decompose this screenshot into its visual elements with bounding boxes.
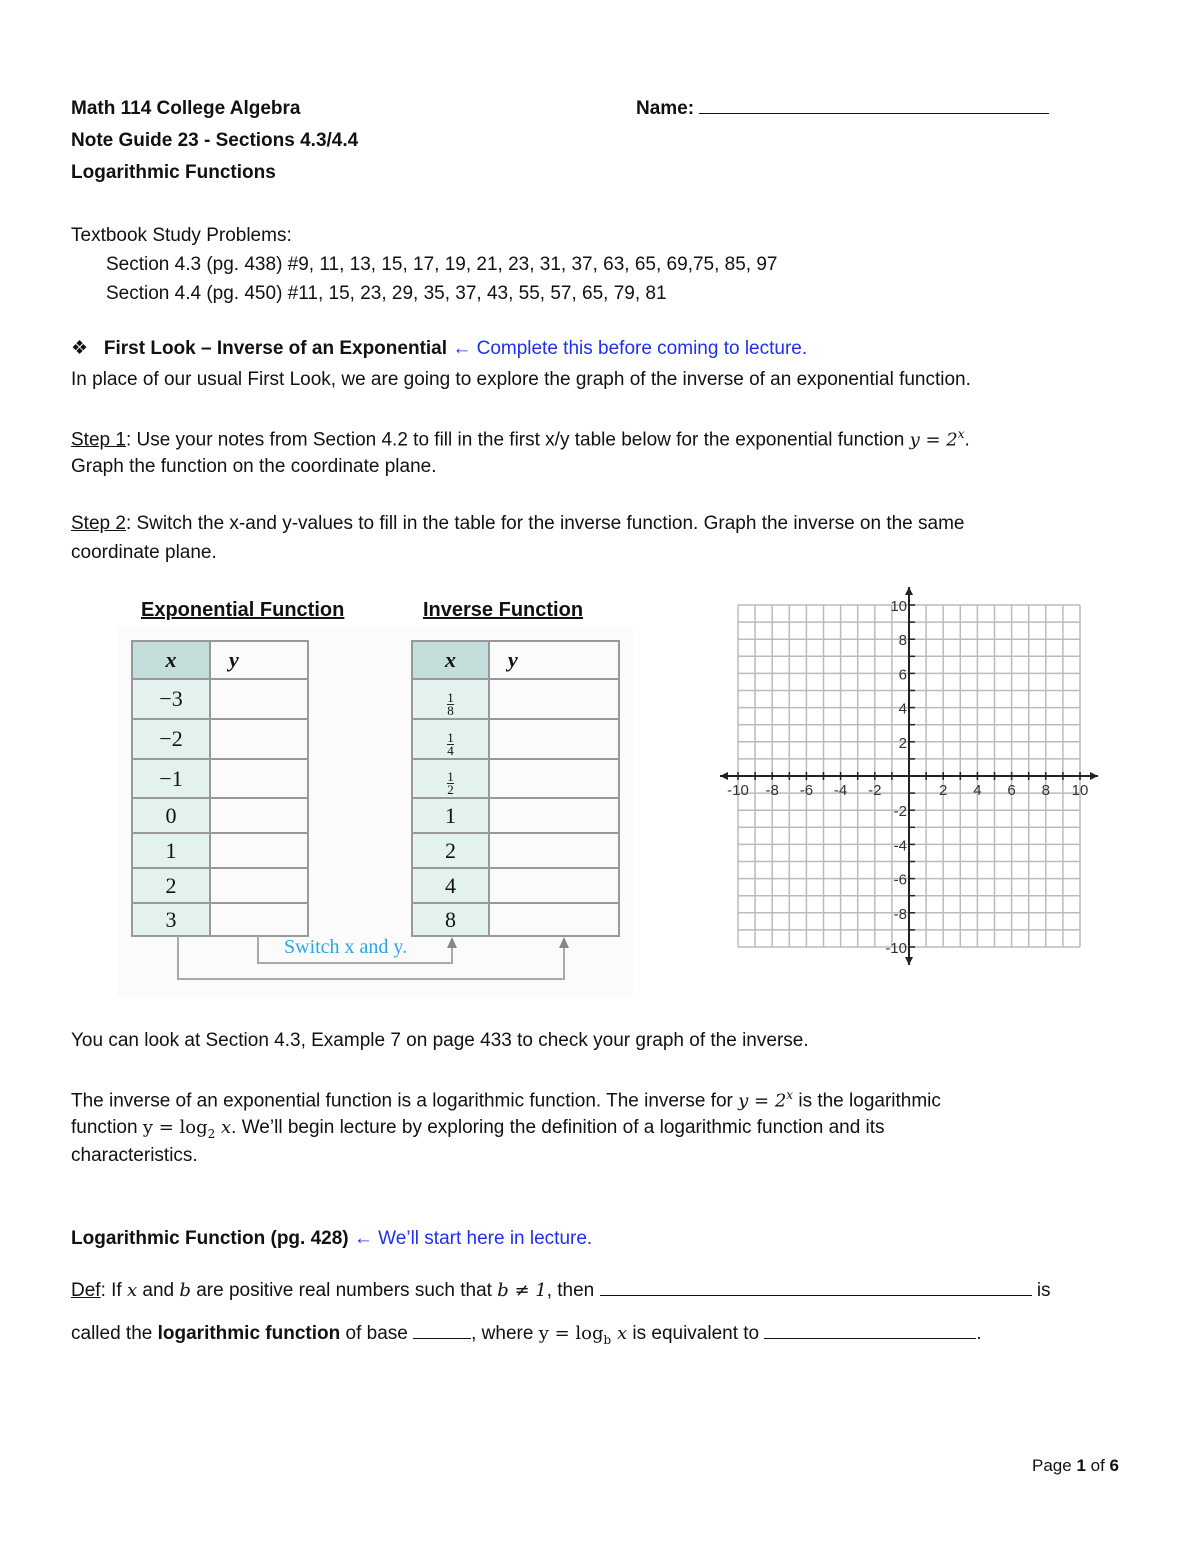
definition-blank[interactable]	[600, 1294, 1032, 1296]
coordinate-plane[interactable]	[710, 580, 1110, 970]
y-tick-label: 6	[898, 666, 907, 684]
study-line: Section 4.4 (pg. 450) #11, 15, 23, 29, 35, 37, 43, 55, 57, 65, 79, 81	[106, 283, 667, 304]
course-title: Math 114 College Algebra	[71, 98, 301, 119]
x-cell: 2	[132, 868, 210, 903]
equivalent-blank[interactable]	[764, 1337, 976, 1339]
definition-line1: Def: If x and b are positive real numbers such that b ≠ 1, then is	[71, 1280, 1051, 1301]
x-tick-label: 10	[1071, 782, 1089, 799]
x-tick-label: 2	[939, 782, 948, 799]
y-tick-label: -2	[893, 803, 907, 821]
study-label: Textbook Study Problems:	[71, 225, 292, 246]
definition-line2: called the logarithmic function of base , where $y = \log_b x$ is equivalent to .	[71, 1323, 982, 1347]
log-function-heading: Logarithmic Function (pg. 428) ← We’ll start here in lecture.	[71, 1228, 593, 1249]
first-look-intro: In place of our usual First Look, we are going to explore the graph of the inverse of an exponential function.	[71, 369, 971, 390]
x-tick-label: -4	[833, 782, 848, 799]
y-tick-label: 10	[890, 598, 907, 615]
inverse-paragraph-line: function $y = \log_2 x$. We’ll begin lecture by exploring the definition of a logarithmic function and its	[71, 1117, 885, 1141]
inverse-paragraph-line: The inverse of an exponential function is a logarithmic function. The inverse for $y = 2^x$ is the logarithmic	[71, 1088, 941, 1112]
step2: Step 2: Switch the x-and y-values to fill in the table for the inverse function. Graph the inverse on the same	[71, 513, 965, 534]
check-note: You can look at Section 4.3, Example 7 on page 433 to check your graph of the inverse.	[71, 1030, 809, 1051]
switch-label: Switch x and y.	[284, 936, 408, 958]
x-cell: 3	[132, 903, 210, 936]
x-cell: 0	[132, 798, 210, 833]
x-tick-label: -10	[727, 782, 749, 799]
guide-title: Note Guide 23 - Sections 4.3/4.4	[71, 130, 359, 151]
x-header: x	[132, 641, 210, 679]
x-tick-label: 6	[1007, 782, 1016, 799]
inverse-paragraph-line: characteristics.	[71, 1145, 198, 1166]
exp-table-title: Exponential Function	[141, 599, 345, 621]
step1-line2: Graph the function on the coordinate plane.	[71, 456, 437, 477]
x-cell: −1	[132, 759, 210, 798]
y-tick-label: 2	[898, 734, 907, 752]
y-tick-label: -10	[885, 940, 907, 957]
y-tick-label: 4	[898, 700, 907, 718]
x-cell: −3	[132, 679, 210, 719]
x-cell: $\frac{1}{4}$	[412, 719, 489, 759]
x-cell: $\frac{1}{2}$	[412, 759, 489, 798]
x-cell: −2	[132, 719, 210, 759]
x-cell: 8	[412, 903, 489, 936]
first-look-heading: ❖ First Look – Inverse of an Exponential ← Complete this before coming to lecture.	[71, 338, 808, 359]
name-label: Name:	[636, 98, 695, 119]
x-header: x	[412, 641, 489, 679]
x-tick-label: 4	[973, 782, 982, 799]
y-header: y	[210, 641, 308, 679]
inv-table-title: Inverse Function	[423, 599, 584, 621]
y-tick-label: 8	[898, 632, 907, 650]
y-header: y	[489, 641, 619, 679]
x-tick-label: 8	[1041, 782, 1050, 799]
study-line: Section 4.3 (pg. 438) #9, 11, 13, 15, 17, 19, 21, 23, 31, 37, 63, 65, 69,75, 85, 97	[106, 254, 778, 275]
step1: Step 1: Use your notes from Section 4.2 to fill in the first x/y table below for the exponential function $y = 2^x$.	[71, 427, 970, 451]
bullet-icon: ❖	[71, 338, 89, 359]
x-tick-label: -6	[799, 782, 814, 799]
base-blank[interactable]	[413, 1337, 471, 1339]
topic-title: Logarithmic Functions	[71, 162, 276, 183]
y-tick-label: -8	[893, 905, 907, 923]
y-tick-label: -4	[893, 837, 907, 855]
step2-line2: coordinate plane.	[71, 542, 217, 563]
x-cell: $\frac{1}{8}$	[412, 679, 489, 719]
page-number: Page 1 of 6	[1032, 1456, 1119, 1475]
x-cell: 1	[412, 798, 489, 833]
x-cell: 2	[412, 833, 489, 868]
y-tick-label: -6	[893, 871, 907, 889]
x-tick-label: -8	[765, 782, 779, 799]
x-cell: 1	[132, 833, 210, 868]
x-cell: 4	[412, 868, 489, 903]
x-tick-label: -2	[868, 782, 882, 799]
